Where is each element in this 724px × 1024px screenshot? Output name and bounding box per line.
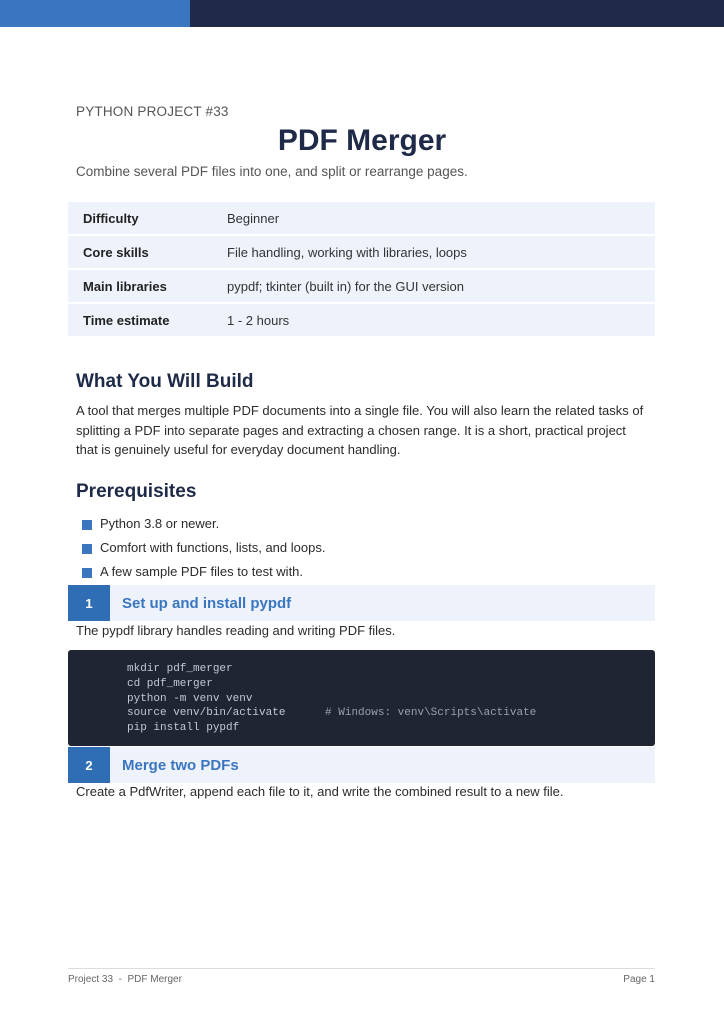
code-line	[127, 692, 536, 707]
page-subtitle: Combine several PDF files into one, and split or rearrange pages.	[76, 164, 468, 179]
list-item-text: Python 3.8 or newer.	[100, 515, 220, 531]
code-lines	[127, 662, 536, 736]
page-title: PDF Merger	[277, 124, 447, 157]
info-label: Time estimate	[68, 304, 227, 336]
info-value: pypdf; tkinter (built in) for the GUI version	[227, 270, 655, 302]
top-banner	[0, 0, 724, 27]
code-text: cd pdf_merger	[127, 677, 213, 690]
step-number-badge: 1	[68, 585, 110, 621]
code-text: pip install pypdf	[127, 722, 240, 735]
code-block	[68, 650, 655, 746]
list-item-text: Comfort with functions, lists, and loops.	[100, 539, 326, 555]
section-heading-build: What You Will Build	[76, 371, 254, 392]
step-header-2	[68, 747, 655, 783]
code-text: source venv/bin/activate	[127, 707, 326, 720]
info-row	[68, 202, 655, 234]
bullet-square-icon	[82, 520, 92, 530]
code-line	[127, 677, 536, 692]
code-comment: # Windows: venv\Scripts\activate	[325, 707, 537, 720]
list-item	[82, 559, 325, 583]
step-number-badge: 2	[68, 747, 110, 783]
info-value: File handling, working with libraries, loops	[227, 236, 655, 268]
footer-divider	[68, 968, 655, 969]
list-item	[82, 511, 325, 535]
code-text: python -m venv venv	[127, 692, 253, 705]
build-description: A tool that merges multiple PDF documents into a single file. You will also learn the related tasks of splitting a PDF into separate pages and extracting a chosen range. It is a short, practical project that is genuinely useful for everyday document handling.	[76, 403, 644, 457]
info-label: Core skills	[68, 236, 227, 268]
info-value: 1 - 2 hours	[227, 304, 655, 336]
prerequisites-list	[82, 511, 325, 583]
step-description: The pypdf library handles reading and writing PDF files.	[76, 623, 396, 638]
info-row	[68, 270, 655, 302]
project-info-table	[68, 200, 655, 338]
list-item-text: A few sample PDF files to test with.	[100, 563, 304, 579]
info-row	[68, 236, 655, 268]
code-line	[127, 706, 536, 721]
step-title: Set up and install pypdf	[122, 594, 292, 612]
code-line	[127, 662, 536, 677]
step-title: Merge two PDFs	[122, 756, 239, 774]
bullet-square-icon	[82, 544, 92, 554]
footer-page-number: Page 1	[623, 974, 655, 985]
step-header-1	[68, 585, 655, 621]
code-text: mkdir pdf_merger	[127, 663, 233, 675]
top-banner-accent	[0, 0, 190, 27]
list-item	[82, 535, 325, 559]
project-kicker: PYTHON PROJECT #33	[76, 104, 229, 119]
step-description: Create a PdfWriter, append each file to it, and write the combined result to a new file.	[76, 784, 564, 799]
bullet-square-icon	[82, 568, 92, 578]
info-label: Difficulty	[68, 202, 227, 234]
code-line	[127, 721, 536, 736]
info-row	[68, 304, 655, 336]
info-value: Beginner	[227, 202, 655, 234]
info-label: Main libraries	[68, 270, 227, 302]
section-heading-prerequisites: Prerequisites	[76, 481, 197, 502]
footer-project-label: Project 33 - PDF Merger	[68, 974, 182, 985]
